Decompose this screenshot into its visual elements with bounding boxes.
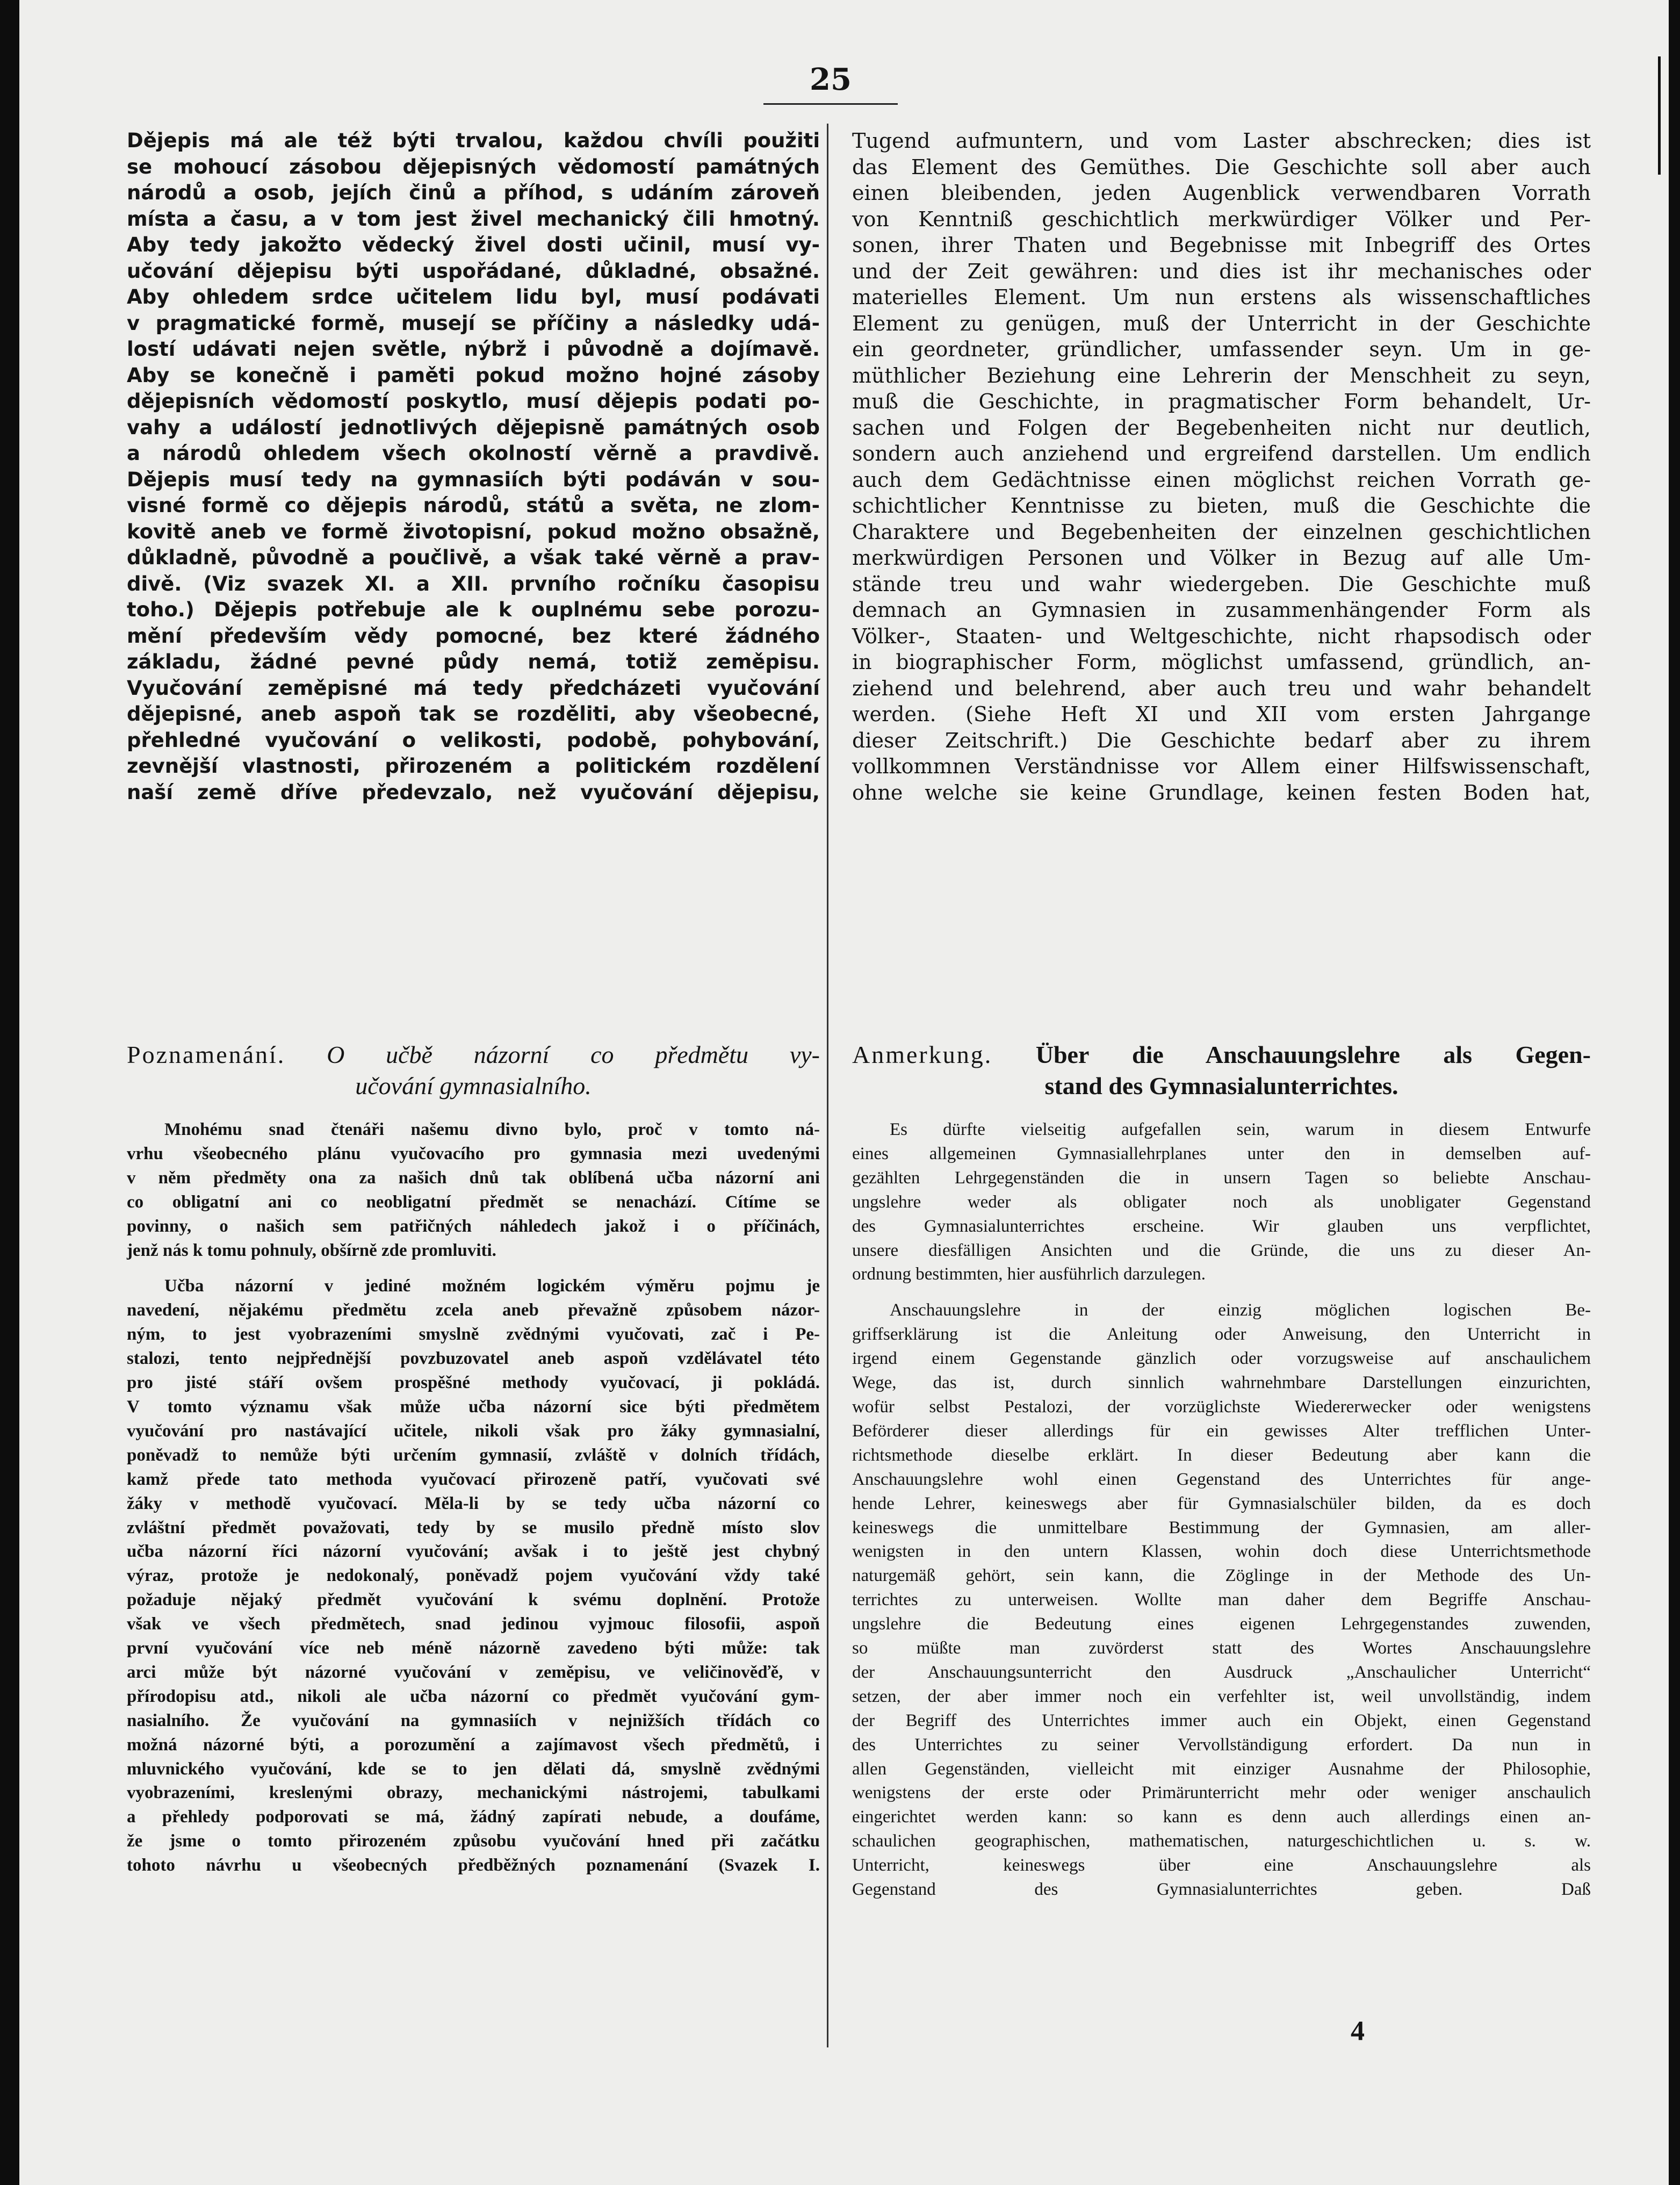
german-note-line: Beförderer dieser allerdings für ein gewisses Alter trefflichen Unter- (852, 1421, 1591, 1441)
czech-note-heading-line (127, 1039, 820, 1070)
czech-main-text (127, 128, 820, 806)
czech-note-line: vyobrazeními, kreslenými obrazy, mechanickými nástrojemi, tabulkami (127, 1783, 820, 1803)
german-note-line: eingerichtet werden kann: so kann es denn auch allerdings einen an- (852, 1807, 1591, 1827)
czech-text-line: národů a osob, jejích činů a příhod, s udáním zároveň (127, 181, 820, 204)
czech-text-line: v pragmatické formě, musejí se příčiny a následky udá- (127, 311, 820, 335)
czech-note-title-cont: učování gymnasialního. (355, 1072, 592, 1099)
german-note-line: ordnung bestimmten, hier ausführlich darzulegen. (852, 1264, 1206, 1284)
czech-note-line: poněvadž to nemůže býti určením gymnasií, zvláště v dolních třídách, (127, 1445, 820, 1465)
czech-text-line: toho.) Dějepis potřebuje ale k ouplnému sebe porozu- (127, 598, 820, 621)
german-note-line: terrichtes zu unterweisen. Wollte man daher dem Begriffe Anschau- (852, 1590, 1591, 1610)
german-note-heading-line (852, 1070, 1591, 1102)
german-note-line: der Begriff des Unterrichtes immer auch ein Objekt, einen Gegenstand (852, 1710, 1591, 1730)
czech-note-line: povinny, o našich sem patřičných náhledech jakož i o příčinách, (127, 1216, 820, 1236)
czech-note-text (127, 1118, 820, 1878)
german-note-heading-line (852, 1039, 1591, 1070)
czech-note-line: vrhu všeobecného plánu vyučovacího pro gymnasia mezi uvedenými (127, 1144, 820, 1163)
czech-note-line: co obligatní ani co neobligatní předmět se nenachází. Cítíme se (127, 1192, 820, 1212)
german-note-line: so müßte man zuvörderst statt des Wortes Anschauungslehre (852, 1638, 1591, 1658)
german-note-line: wenigsten in den untern Klassen, wohin doch diese Unterrichtsmethode (852, 1542, 1591, 1562)
german-main-text (852, 128, 1591, 806)
paragraph-gap (127, 1262, 820, 1274)
czech-note-line: jenž nás k tomu pohnuly, obšírně zde promluviti. (127, 1240, 496, 1260)
german-note-line: wenigstens der erste oder Primärunterricht mehr oder weniger anschaulich (852, 1783, 1591, 1803)
czech-text-line: Aby tedy jakožto vědecký živel dosti učinil, musí vy- (127, 233, 820, 256)
german-note-line: keineswegs die unmittelbare Bestimmung der Gymnasien, am aller- (852, 1518, 1591, 1537)
german-text-line: von Kenntniß geschichtlich merkwürdiger Völker und Per- (852, 207, 1591, 231)
german-note-line: Gegenstand des Gymnasialunterrichtes geben. Daß (852, 1880, 1591, 1900)
german-text-line: das Element des Gemüthes. Die Geschichte soll aber auch (852, 155, 1591, 179)
czech-text-line: dějepisních vědomostí poskytlo, musí dějepis podati po- (127, 390, 820, 413)
german-note-line: des Gymnasialunterrichtes erscheine. Wir glauben uns verpflichtet, (852, 1216, 1591, 1236)
german-text-line: sachen und Folgen der Begebenheiten nicht nur deutlich, (852, 415, 1591, 440)
czech-note-line: Mnohému snad čtenáři našemu divno bylo, proč v tomto ná- (164, 1120, 820, 1139)
german-text-line: sonen, ihrer Thaten und Begebnisse mit Inbegriff des Ortes (852, 233, 1591, 257)
german-note-line: naturgemäß gehört, sein kann, die Zöglinge in der Methode des Un- (852, 1566, 1591, 1586)
column-divider (827, 124, 828, 2047)
czech-note-line: nasialního. Že vyučování na gymnasiích v nejnižších třídách co (127, 1710, 820, 1730)
czech-text-line: lostí udávati nejen světle, nýbrž i původně a dojímavě. (127, 337, 820, 361)
german-note-line: des Unterrichtes zu seiner Vervollständigung erfordert. Da nun in (852, 1735, 1591, 1755)
german-text-line: dieser Zeitschrift.) Die Geschichte bedarf aber zu ihrem (852, 728, 1591, 752)
german-note-line: Es dürfte vielseitig aufgefallen sein, warum in diesem Entwurfe (890, 1120, 1591, 1139)
czech-note-line: pro jisté stáří ovšem prospěšné methody vyučovací, ji pokládá. (127, 1373, 820, 1393)
german-text-line: ohne welche sie keine Grundlage, keinen festen Boden hat, (852, 780, 1591, 804)
german-note-line: Anschauungslehre wohl einen Gegenstand des Unterrichtes für ange- (852, 1469, 1591, 1489)
czech-text-line: základu, žádné pevné půdy nemá, totiž zeměpisu. (127, 650, 820, 673)
czech-note-line: výraz, protože je nedokonalý, poněvadž pojem vyučování vždy také (127, 1566, 820, 1586)
czech-text-line: Aby ohledem srdce učitelem lidu byl, musí podávati (127, 285, 820, 308)
german-note-line: der Anschauungsunterricht den Ausdruck „Anschaulicher Unterricht“ (852, 1662, 1591, 1682)
czech-note-line: V tomto významu však může učba názorní sice býti předmětem (127, 1397, 820, 1417)
german-note-line: richtsmethode dieselbe erklärt. In dieser Bedeutung aber kann die (852, 1445, 1591, 1465)
czech-note-line: žáky v methodě vyučovací. Měla-li by se tedy učba názorní co (127, 1493, 820, 1513)
czech-note-line: však ve všech předmětech, snad jedinou vyjmouc filosofii, aspoň (127, 1614, 820, 1634)
book-page (19, 0, 1669, 2185)
czech-note-label: Poznamenání. (127, 1041, 286, 1068)
german-note-line: eines allgemeinen Gymnasiallehrplanes unter den in demselben auf- (852, 1144, 1591, 1163)
german-note-line: schaulichen geographischen, mathematischen, naturgeschichtlichen u. s. w. (852, 1831, 1591, 1851)
czech-text-line: místa a času, a v tom jest živel mechanický čili hmotný. (127, 207, 820, 231)
german-text-line: demnach an Gymnasien in zusammenhängender Form als (852, 598, 1591, 622)
margin-mark (1658, 56, 1661, 175)
german-text-line: Völker-, Staaten- und Weltgeschichte, nicht rhapsodisch oder (852, 624, 1591, 648)
czech-text-line: dějepisné, aneb aspoň tak se rozděliti, aby všeobecné, (127, 702, 820, 725)
czech-note-line: učba názorní říci názorní vyučování; avšak i to ještě jest chybný (127, 1542, 820, 1562)
german-text-line: sondern auch anziehend und ergreifend darstellen. Um endlich (852, 442, 1591, 465)
czech-note-line: první vyučování více neb méně názorně zavedeno býti může: tak (127, 1638, 820, 1658)
czech-text-line: visné formě co dějepis národů, států a světa, ne zlom- (127, 494, 820, 517)
czech-text-line: se mohoucí zásobou dějepisných vědomostí památných (127, 155, 820, 178)
czech-note-line: a přehledy podporovati se má, žádný zapírati nebude, a doufáme, (127, 1807, 820, 1827)
german-note-line: setzen, der aber immer noch ein verfehlter ist, weil unvollständig, indem (852, 1686, 1591, 1706)
german-note-line: allen Gegenständen, vielleicht mit einziger Ausnahme der Philosophie, (852, 1759, 1591, 1779)
german-note-line: wofür selbst Pestalozi, der vorzüglichste Wiedererwecker oder wenigstens (852, 1397, 1591, 1417)
german-note-line: Unterricht, keineswegs über eine Anschauungslehre als (852, 1856, 1591, 1875)
german-text-line: auch dem Gedächtnisse einen möglichst reichen Vorrath ge- (852, 468, 1591, 492)
page-number: 25 (810, 62, 852, 97)
czech-text-line: učování dějepisu býti uspořádané, důkladné, obsažné. (127, 259, 820, 283)
czech-note-heading (127, 1039, 820, 1102)
czech-text-line: Vyučování zeměpisné má tedy předcházeti vyučování (127, 676, 820, 700)
german-text-line: müthlicher Beziehung eine Lehrerin der Menschheit zu seyn, (852, 363, 1591, 387)
german-text-line: vollkommnen Verständnisse vor Allem einer Hilfswissenschaft, (852, 754, 1591, 778)
czech-text-line: vahy a událostí jednotlivých dějepisně památných osob (127, 415, 820, 439)
czech-note-line: Učba názorní v jediné možném logickém výměru pojmu je (164, 1276, 820, 1296)
german-text-line: Element zu genügen, muß der Unterricht in der Geschichte (852, 311, 1591, 335)
german-text-line: ein geordneter, gründlicher, umfassender seyn. Um in ge- (852, 337, 1591, 361)
german-note-line: unsere diesfälligen Ansichten und die Gründe, die uns zu dieser An- (852, 1240, 1591, 1260)
german-note-line: Anschauungslehre in der einzig möglichen logischen Be- (890, 1300, 1591, 1320)
german-note-line: ungslehre die Bedeutung eines eigenen Lehrgegenstandes zuwenden, (852, 1614, 1591, 1634)
czech-note-title: O učbě názorní co předmětu vy- (327, 1041, 820, 1068)
german-note-title: Über die Anschauungslehre als Gegen- (1035, 1041, 1591, 1068)
czech-text-line: přehledné vyučování o velikosti, podobě, pohybování, (127, 728, 820, 752)
czech-text-line: divě. (Viz svazek XI. a XII. prvního ročníku časopisu (127, 572, 820, 595)
german-note-title-cont: stand des Gymnasialunterrichtes. (1044, 1072, 1398, 1099)
czech-note-line: v něm předměty ona za našich dnů tak oblíbená učba názorní ani (127, 1168, 820, 1188)
german-text-line: ziehend und belehrend, aber auch treu und wahr behandelt (852, 676, 1591, 700)
german-text-line: werden. (Siehe Heft XI und XII vom ersten Jahrgange (852, 702, 1591, 726)
german-note-label: Anmerkung. (852, 1041, 993, 1068)
czech-note-line: arci může být názorné vyučování v zeměpisu, ve veličinověďě, v (127, 1662, 820, 1682)
czech-text-line: důkladně, původně a poučlivě, a však také věrně a prav- (127, 546, 820, 569)
czech-note-line: vyučování pro nastávající učitele, nikoli však pro žáky gymnasialní, (127, 1421, 820, 1441)
paragraph-gap (852, 1286, 1591, 1298)
german-note-heading (852, 1039, 1591, 1102)
czech-text-line: zevnější vlastnosti, přirozeném a politickém rozdělení (127, 754, 820, 778)
german-text-line: stände treu und wahr wiedergeben. Die Geschichte muß (852, 572, 1591, 596)
german-text-line: Charaktere und Begebenheiten der einzelnen geschichtlichen (852, 520, 1591, 544)
czech-note-line: přírodopisu atd., nikoli ale učba názorní co předmět vyučování gym- (127, 1686, 820, 1706)
czech-note-line: navedení, nějakému předmětu zcela aneb převažně způsobem názor- (127, 1300, 820, 1320)
czech-text-line: mění především vědy pomocné, bez které žádného (127, 624, 820, 648)
german-note-line: ungslehre weder als obligater noch als unobligater Gegenstand (852, 1192, 1591, 1212)
czech-text-line: Dějepis má ale též býti trvalou, každou chvíli použiti (127, 129, 820, 152)
german-text-line: schichtlicher Kenntnisse zu bieten, muß die Geschichte die (852, 494, 1591, 518)
german-text-line: in biographischer Form, möglichst umfassend, gründlich, an- (852, 650, 1591, 674)
czech-text-line: naší země dříve předevzalo, než vyučování dějepisu, (127, 780, 820, 804)
czech-note-line: požaduje nějaký předmět vyučování k svému doplnění. Protože (127, 1590, 820, 1610)
czech-text-line: Aby se konečně i paměti pokud možno hojné zásoby (127, 363, 820, 387)
czech-note-line: stalozi, tento nejpřednější povzbuzovatel aneb aspoň vzdělávatel této (127, 1349, 820, 1369)
printer-signature: 4 (1351, 2016, 1365, 2046)
czech-note-line: tohoto návrhu u všeobecných předběžných poznamenání (Svazek I. (127, 1856, 820, 1875)
german-text-line: muß die Geschichte, in pragmatischer Form behandelt, Ur- (852, 390, 1591, 413)
german-text-line: materielles Element. Um nun erstens als wissenschaftliches (852, 285, 1591, 309)
czech-note-line: kamž přede tato methoda vyučovací přirozeně patří, vyučovati své (127, 1469, 820, 1489)
german-note-line: hende Lehrer, keineswegs aber für Gymnasialschüler bilden, da es doch (852, 1493, 1591, 1513)
czech-note-line: mluvnického vyučování, kde se to jen dělati dá, smyslně zvědnými (127, 1759, 820, 1779)
czech-text-line: Dějepis musí tedy na gymnasiích býti podáván v sou- (127, 468, 820, 491)
czech-note-line: možná názorné býti, a porozumění a zajímavost všech předmětů, i (127, 1735, 820, 1755)
german-text-line: Tugend aufmuntern, und vom Laster abschrecken; dies ist (852, 129, 1591, 153)
german-note-line: Wege, das ist, durch sinnlich wahrnehmbare Darstellungen einzurichten, (852, 1373, 1591, 1393)
czech-note-line: že jsme o tomto přirozeném způsobu vyučování hned při začátku (127, 1831, 820, 1851)
czech-text-line: a národů ohledem všech okolností věrně a pravdivě. (127, 442, 820, 465)
czech-note-line: zvláštní předmět považovati, tedy by se musilo předně místo slov (127, 1518, 820, 1537)
german-note-text (852, 1118, 1591, 1902)
czech-text-line: kovitě aneb ve formě životopisní, pokud možno obsažně, (127, 520, 820, 543)
page-number-rule (763, 103, 898, 105)
german-note-line: gezählten Lehrgegenständen die in unsern Tagen so beliebte Anschau- (852, 1168, 1591, 1188)
german-text-line: merkwürdigen Personen und Völker in Bezug auf alle Um- (852, 546, 1591, 570)
czech-note-line: ným, to jest vyobrazeními smyslně zvědnými vyučovati, zač i Pe- (127, 1325, 820, 1345)
german-text-line: einen bleibenden, jeden Augenblick verwendbaren Vorrath (852, 181, 1591, 205)
czech-note-heading-line (127, 1070, 820, 1102)
german-note-line: griffserklärung ist die Anleitung oder Anweisung, den Unterricht in (852, 1325, 1591, 1345)
german-text-line: und der Zeit gewähren: und dies ist ihr mechanisches oder (852, 259, 1591, 283)
german-note-line: irgend einem Gegenstande gänzlich oder vorzugsweise auf anschaulichem (852, 1349, 1591, 1369)
